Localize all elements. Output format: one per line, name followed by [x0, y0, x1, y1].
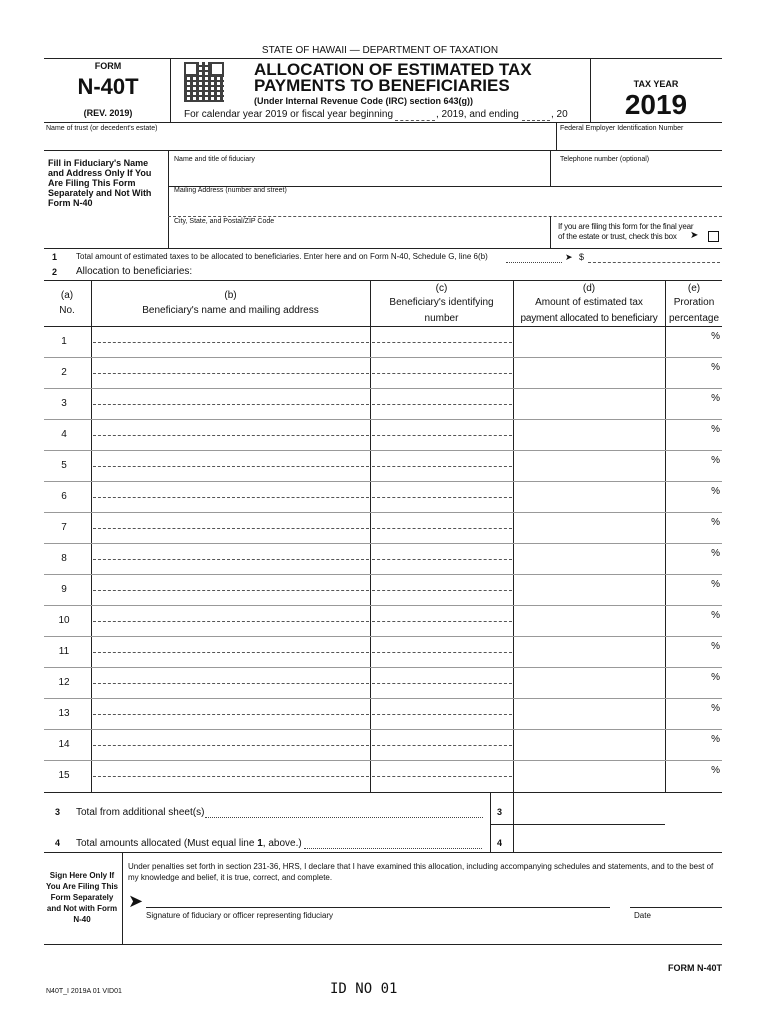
allocated-amount-field[interactable] [516, 514, 662, 541]
beneficiary-name-field[interactable] [93, 404, 369, 405]
date-line [630, 907, 722, 908]
col-e-label-1: Proration [673, 297, 715, 308]
date-label: Date [634, 911, 651, 920]
date-field[interactable] [632, 888, 722, 906]
allocated-amount-field[interactable] [516, 359, 662, 386]
row-number: 10 [58, 615, 70, 626]
totals-mid-rule [490, 824, 665, 825]
row-number: 15 [58, 770, 70, 781]
telephone-divider [550, 150, 551, 186]
beneficiary-id-field[interactable] [372, 497, 512, 498]
table-top-rule [44, 280, 722, 281]
proration-field[interactable] [668, 638, 698, 665]
fiscal-begin-field[interactable] [395, 120, 435, 121]
allocated-amount-field[interactable] [516, 421, 662, 448]
row-divider [44, 667, 722, 668]
allocated-amount-field[interactable] [516, 390, 662, 417]
tax-year-label: TAX YEAR [633, 79, 679, 89]
col-d-label-2: payment allocated to beneficiary [520, 313, 658, 324]
allocated-amount-field[interactable] [516, 669, 662, 696]
city-label: City, State, and Postal/ZIP Code [174, 218, 275, 225]
beneficiary-name-field[interactable] [93, 528, 369, 529]
row-divider [44, 512, 722, 513]
signature-divider [122, 852, 123, 944]
line1-text: Total amount of estimated taxes to be allocated to beneficiaries. Enter here and on Form N-40, Schedule G, line 6(b) [76, 252, 488, 261]
percent-symbol: % [711, 393, 720, 404]
final-year-text-2: of the estate or trust, check this box [558, 232, 677, 241]
col-b-letter: (b) [224, 290, 237, 301]
line3-leader [205, 817, 483, 818]
tax-year-value: 2019 [624, 89, 688, 120]
line1-leader [506, 262, 562, 263]
proration-field[interactable] [668, 483, 698, 510]
allocated-amount-field[interactable] [516, 762, 662, 789]
beneficiary-id-field[interactable] [372, 776, 512, 777]
row-divider [44, 605, 722, 606]
line4-leader [304, 848, 482, 849]
beneficiary-id-field[interactable] [372, 745, 512, 746]
row-number: 9 [61, 584, 67, 595]
allocated-amount-field[interactable] [516, 700, 662, 727]
fiscal-end-field[interactable] [522, 120, 550, 121]
row-divider [44, 543, 722, 544]
proration-field[interactable] [668, 545, 698, 572]
beneficiary-id-field[interactable] [372, 652, 512, 653]
proration-field[interactable] [668, 452, 698, 479]
line4-amount-field[interactable] [516, 830, 664, 850]
line2-number: 2 [52, 267, 58, 277]
identity-rule-bottom [44, 248, 722, 249]
percent-symbol: % [711, 641, 720, 652]
fiduciary-label: Name and title of fiduciary [174, 156, 255, 163]
agency-title: STATE OF HAWAII — DEPARTMENT OF TAXATION [261, 45, 499, 56]
row-divider [44, 729, 722, 730]
sign-here-note: Sign Here Only If You Are Filing This Form Separately and Not with Form N-40 [46, 871, 118, 924]
line3-number: 3 [55, 807, 61, 817]
signature-line [146, 907, 610, 908]
trust-name-field[interactable] [46, 135, 546, 149]
beneficiary-name-field[interactable] [93, 559, 369, 560]
row-number: 4 [61, 429, 67, 440]
line2-text: Allocation to beneficiaries: [76, 266, 193, 277]
beneficiary-id-field[interactable] [372, 342, 512, 343]
beneficiary-name-field[interactable] [93, 745, 369, 746]
row-number: 14 [58, 739, 70, 750]
city-field[interactable] [174, 228, 544, 246]
header-rule-bottom [44, 122, 722, 123]
row-number: 12 [58, 677, 70, 688]
col-a-label: No. [59, 305, 75, 316]
beneficiary-name-field[interactable] [93, 435, 369, 436]
fill-in-note: Fill in Fiduciary's Name and Address Only If You Are Filing This Form Separately and Not With Form N-40 [48, 158, 152, 208]
beneficiary-name-field[interactable] [93, 373, 369, 374]
row-number: 5 [61, 460, 67, 471]
beneficiary-id-field[interactable] [372, 528, 512, 529]
mailing-field[interactable] [174, 197, 714, 215]
beneficiary-id-field[interactable] [372, 435, 512, 436]
header-divider-left [170, 58, 171, 122]
signature-field[interactable] [148, 888, 608, 906]
percent-symbol: % [711, 455, 720, 466]
proration-field[interactable] [668, 669, 698, 696]
arrow-right-icon: ➤ [690, 230, 699, 241]
form-footer: FORM N-40T [668, 963, 722, 973]
arrow-right-icon: ➤ [128, 891, 144, 911]
fein-label: Federal Employer Identification Number [560, 125, 684, 132]
beneficiary-name-field[interactable] [93, 466, 369, 467]
arrow-right-icon: ➤ [565, 252, 573, 262]
percent-symbol: % [711, 517, 720, 528]
allocated-amount-field[interactable] [516, 545, 662, 572]
calendar-year-text: For calendar year 2019 or fiscal year beginning [184, 109, 394, 120]
col-c-label-2: number [424, 313, 459, 324]
form-title-line1: ALLOCATION OF ESTIMATED TAX [254, 60, 532, 79]
signature-bottom-rule [44, 944, 722, 945]
percent-symbol: % [711, 548, 720, 559]
final-year-divider [550, 216, 551, 248]
proration-field[interactable] [668, 731, 698, 758]
beneficiary-id-field[interactable] [372, 590, 512, 591]
percent-symbol: % [711, 579, 720, 590]
row-number: 1 [61, 336, 67, 347]
mailing-label: Mailing Address (number and street) [174, 187, 287, 194]
totals-box-right [513, 792, 514, 852]
line3-box-label: 3 [497, 807, 503, 817]
proration-field[interactable] [668, 607, 698, 634]
signature-label: Signature of fiduciary or officer representing fiduciary [146, 911, 334, 920]
beneficiary-name-field[interactable] [93, 621, 369, 622]
beneficiary-name-field[interactable] [93, 342, 369, 343]
row-divider [44, 481, 722, 482]
allocated-amount-field[interactable] [516, 731, 662, 758]
fiduciary-field[interactable] [174, 166, 544, 184]
line4-text: Total amounts allocated (Must equal line 1, above.) [76, 838, 302, 849]
row-divider [44, 636, 722, 637]
beneficiary-id-field[interactable] [372, 466, 512, 467]
proration-field[interactable] [668, 514, 698, 541]
calendar-year-end: , 20 [551, 109, 568, 120]
header-rule-top [44, 58, 722, 59]
col-b-label: Beneficiary's name and mailing address [142, 305, 319, 316]
fein-field[interactable] [560, 135, 720, 149]
identity-divider-left [168, 150, 169, 248]
col-e-letter: (e) [687, 283, 701, 294]
identity-rule-3 [168, 216, 722, 217]
form-subtitle: (Under Internal Revenue Code (IRC) section 643(g)) [254, 96, 474, 106]
fein-divider [556, 122, 557, 150]
form-revision: (REV. 2019) [83, 108, 133, 118]
header-divider-right [590, 58, 591, 122]
beneficiary-name-field[interactable] [93, 714, 369, 715]
beneficiary-name-field[interactable] [93, 683, 369, 684]
beneficiary-id-field[interactable] [372, 404, 512, 405]
col-e-label-2: percentage [668, 313, 720, 324]
line1-amount-field[interactable] [588, 262, 720, 263]
beneficiary-id-field[interactable] [372, 373, 512, 374]
proration-field[interactable] [668, 700, 698, 727]
form-title-line2: PAYMENTS TO BENEFICIARIES [254, 76, 510, 95]
row-divider [44, 574, 722, 575]
line4-number: 4 [55, 838, 61, 848]
allocated-amount-field[interactable] [516, 607, 662, 634]
qr-code-icon [184, 62, 224, 102]
row-divider [44, 357, 722, 358]
final-year-checkbox[interactable] [708, 231, 719, 242]
percent-symbol: % [711, 486, 720, 497]
row-divider [44, 419, 722, 420]
row-number: 6 [61, 491, 67, 502]
percent-symbol: % [711, 672, 720, 683]
row-divider [44, 450, 722, 451]
col-a-letter: (a) [60, 290, 74, 301]
line1-number: 1 [52, 252, 58, 262]
totals-bottom-rule [44, 852, 722, 853]
col-d-letter: (d) [582, 283, 596, 294]
allocated-amount-field[interactable] [516, 638, 662, 665]
allocated-amount-field[interactable] [516, 576, 662, 603]
form-number: N-40T [77, 74, 139, 99]
line1-dollar: $ [579, 252, 585, 262]
row-divider [44, 760, 722, 761]
beneficiary-name-field[interactable] [93, 590, 369, 591]
totals-box-left [490, 792, 491, 852]
row-divider [44, 698, 722, 699]
col-d-label-1: Amount of estimated tax [535, 297, 643, 308]
percent-symbol: % [711, 703, 720, 714]
percent-symbol: % [711, 765, 720, 776]
identity-rule-1 [44, 150, 722, 151]
row-number: 7 [61, 522, 67, 533]
row-divider [44, 388, 722, 389]
row-number: 2 [61, 367, 67, 378]
calendar-year-mid: , 2019, and ending [436, 109, 519, 120]
row-number: 8 [61, 553, 67, 564]
final-year-text-1: If you are filing this form for the final year [558, 222, 694, 231]
percent-symbol: % [711, 362, 720, 373]
trust-name-label: Name of trust (or decedent's estate) [46, 125, 158, 132]
beneficiary-name-field[interactable] [93, 652, 369, 653]
table-header-rule [44, 326, 722, 327]
beneficiary-name-field[interactable] [93, 776, 369, 777]
telephone-field[interactable] [560, 166, 720, 184]
footer-code: N40T_I 2019A 01 VID01 [46, 988, 122, 995]
beneficiary-id-field[interactable] [372, 714, 512, 715]
id-number: ID NO 01 [330, 981, 398, 997]
telephone-label: Telephone number (optional) [560, 156, 650, 163]
beneficiary-id-field[interactable] [372, 621, 512, 622]
line4-box-label: 4 [497, 838, 503, 848]
allocated-amount-field[interactable] [516, 452, 662, 479]
line3-text: Total from additional sheet(s) [76, 807, 205, 818]
proration-field[interactable] [668, 762, 698, 789]
col-c-letter: (c) [435, 283, 448, 294]
proration-field[interactable] [668, 421, 698, 448]
percent-symbol: % [711, 734, 720, 745]
proration-field[interactable] [668, 576, 698, 603]
col-c-label-1: Beneficiary's identifying [389, 297, 494, 308]
row-number: 3 [61, 398, 67, 409]
proration-field[interactable] [668, 359, 698, 386]
form-label: FORM [94, 61, 122, 71]
allocated-amount-field[interactable] [516, 328, 662, 355]
proration-field[interactable] [668, 390, 698, 417]
percent-symbol: % [711, 331, 720, 342]
beneficiary-name-field[interactable] [93, 497, 369, 498]
table-bottom-rule [44, 792, 722, 793]
percent-symbol: % [711, 424, 720, 435]
percent-symbol: % [711, 610, 720, 621]
declaration-text: Under penalties set forth in section 231-36, HRS, I declare that I have examined this allocation, including accompanying schedules and statements, and to the best of my knowledge and belief, it is true, correct, and complete. [128, 862, 714, 882]
beneficiary-id-field[interactable] [372, 559, 512, 560]
allocated-amount-field[interactable] [516, 483, 662, 510]
row-number: 11 [58, 646, 70, 657]
beneficiary-id-field[interactable] [372, 683, 512, 684]
proration-field[interactable] [668, 328, 698, 355]
row-number: 13 [58, 708, 70, 719]
line3-amount-field[interactable] [516, 800, 664, 820]
